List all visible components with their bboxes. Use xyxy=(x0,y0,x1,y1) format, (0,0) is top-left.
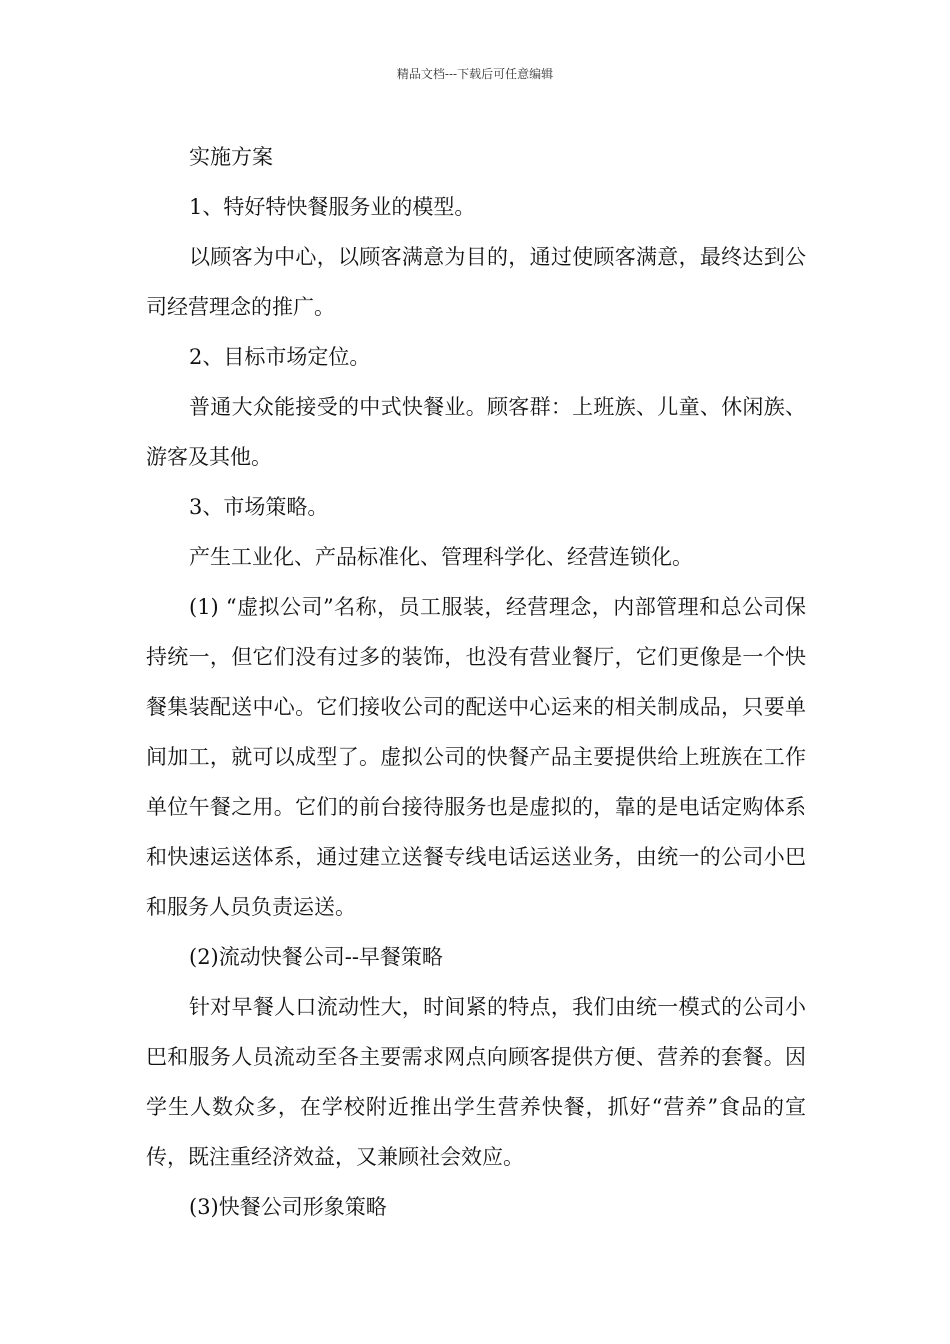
paragraph-model: 以顾客为中心，以顾客满意为目的，通过使顾客满意，最终达到公司经营理念的推广。 xyxy=(146,245,806,319)
heading-1: 1、特好特快餐服务业的模型。 xyxy=(189,195,476,219)
paragraph-breakfast: 针对早餐人口流动性大，时间紧的特点，我们由统一模式的公司小巴和服务人员流动至各主要需求网点向顾客提供方便、营养的套餐。因学生人数众多，在学校附近推出学生营养快餐，抓好“营养”食品的宣传，既注重经济效益，又兼顾社会效应。 xyxy=(146,995,806,1169)
subheading-breakfast: (2)流动快餐公司--早餐策略 xyxy=(189,945,443,969)
paragraph-strategy: 产生工业化、产品标准化、管理科学化、经营连锁化。 xyxy=(189,545,693,569)
heading-3: 3、市场策略。 xyxy=(189,495,329,519)
document-body xyxy=(146,132,806,1232)
page-header: 精品文档---下载后可任意编辑 xyxy=(396,67,554,81)
heading-2: 2、目标市场定位。 xyxy=(189,345,371,369)
paragraph-target-market: 普通大众能接受的中式快餐业。顾客群：上班族、儿童、休闲族、游客及其他。 xyxy=(146,395,806,469)
section-title: 实施方案 xyxy=(189,145,273,169)
subheading-image: (3)快餐公司形象策略 xyxy=(189,1195,387,1219)
paragraph-virtual-company: (1) “虚拟公司”名称，员工服装，经营理念，内部管理和总公司保持统一，但它们没有过多的装饰，也没有营业餐厅，它们更像是一个快餐集装配送中心。它们接收公司的配送中心运来的相关制成品，只要单间加工，就可以成型了。虚拟公司的快餐产品主要提供给上班族在工作单位午餐之用。它们的前台接待服务也是虚拟的，靠的是电话定购体系和快速运送体系，通过建立送餐专线电话运送业务，由统一的公司小巴和服务人员负责运送。 xyxy=(146,595,806,919)
